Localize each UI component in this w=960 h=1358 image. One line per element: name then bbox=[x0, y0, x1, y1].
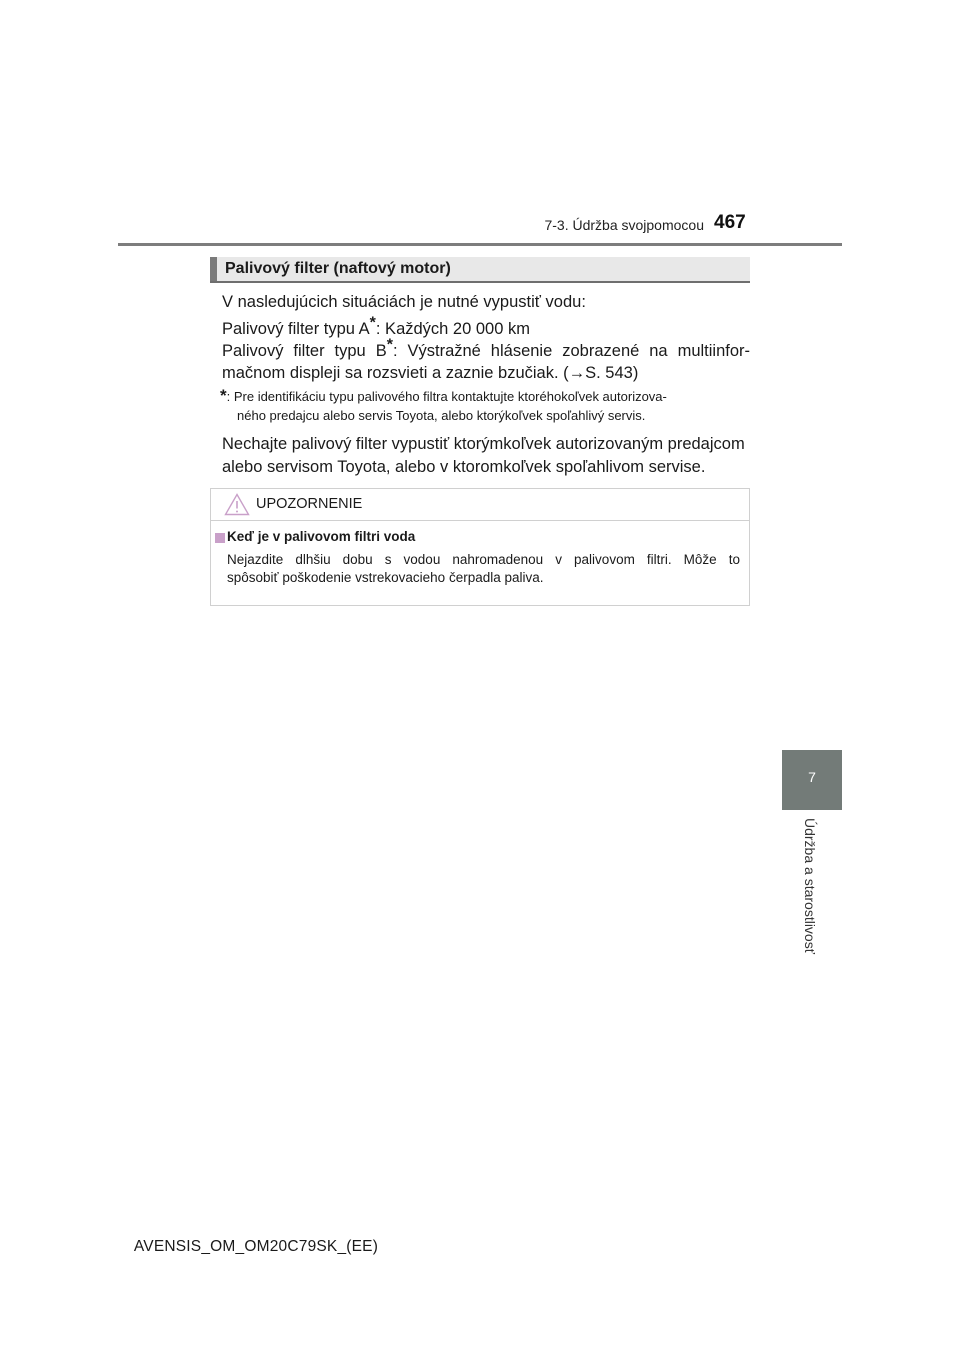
header-section-title: 7-3. Údržba svojpomocou bbox=[544, 217, 704, 233]
warning-text-line-1: Nejazdite dlhšiu dobu s vodou nahromadenou v palivovom filtri. Môže to bbox=[227, 552, 740, 567]
warning-box bbox=[210, 488, 750, 606]
advice-line-1: Nechajte palivový filter vypustiť ktorýmkoľvek autorizovaným predajcom bbox=[222, 435, 745, 453]
type-b-line bbox=[222, 336, 751, 362]
chapter-title: Údržba a starostlivosť bbox=[802, 818, 818, 954]
type-b-text: : Výstražné hlásenie zobrazené na multiinfor- bbox=[392, 342, 751, 360]
type-a-text: : Každých 20 000 km bbox=[375, 320, 530, 338]
section-title: Palivový filter (naftový motor) bbox=[225, 260, 451, 277]
section-heading bbox=[210, 257, 750, 283]
warning-text-line-2: spôsobiť poškodenie vstrekovacieho čerpadla paliva. bbox=[227, 570, 544, 585]
warning-title: UPOZORNENIE bbox=[256, 496, 363, 512]
intro-text: V nasledujúcich situáciách je nutné vypustiť vodu: bbox=[222, 293, 586, 311]
warning-header bbox=[211, 489, 749, 521]
warning-triangle-icon bbox=[224, 493, 250, 516]
footnote-line-2: ného predajcu alebo servis Toyota, alebo ktorýkoľvek spoľahlivý servis. bbox=[237, 408, 646, 423]
footnote-text-1: : Pre identifikáciu typu palivového filtra kontaktujte ktoréhokoľvek autorizova- bbox=[226, 389, 667, 404]
footnote-star: * bbox=[220, 386, 227, 405]
type-a-line bbox=[222, 314, 750, 340]
type-a-star: * bbox=[369, 314, 376, 332]
type-b-line-2: mačnom displeji sa rozsvieti a zaznie bzučiak. (→S. 543) bbox=[222, 364, 639, 382]
warning-bullet bbox=[215, 533, 225, 543]
header-rule bbox=[118, 243, 842, 246]
chapter-number: 7 bbox=[808, 769, 816, 785]
type-a-prefix: Palivový filter typu A bbox=[222, 320, 370, 338]
type-b-prefix: Palivový filter typu B bbox=[222, 342, 387, 360]
warning-item-title: Keď je v palivovom filtri voda bbox=[227, 529, 416, 544]
type-b-star: * bbox=[386, 336, 393, 354]
section-marker bbox=[210, 257, 217, 281]
page-number: 467 bbox=[714, 212, 746, 233]
advice-line-2: alebo servisom Toyota, alebo v ktoromkoľvek spoľahlivom servise. bbox=[222, 458, 706, 476]
footnote-line-1 bbox=[220, 387, 667, 406]
document-code: AVENSIS_OM_OM20C79SK_(EE) bbox=[133, 1238, 379, 1255]
